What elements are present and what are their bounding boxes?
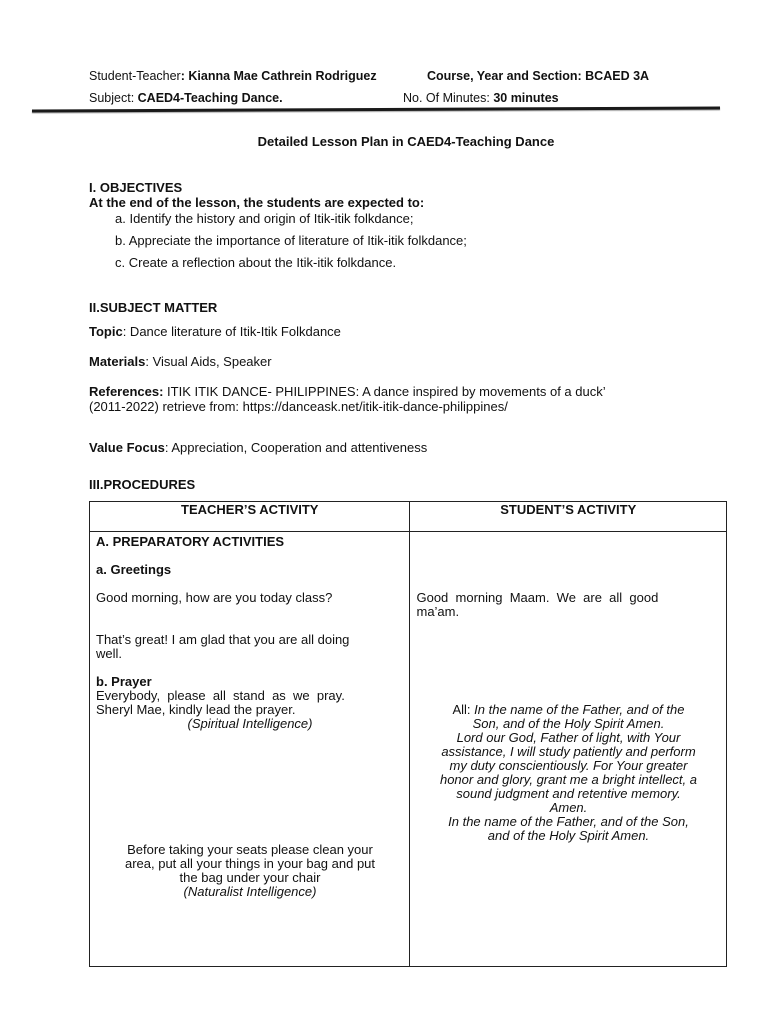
minutes-line (403, 91, 559, 105)
student-prayer-line-1 (410, 702, 726, 717)
teacher-clean-2: area, put all your things in your bag and put (124, 856, 376, 871)
materials-label: Materials (89, 354, 146, 369)
teacher-prayer-1: Everybody, please all stand as we pray. (96, 688, 345, 703)
references-line (89, 384, 606, 399)
student-prayer-line-6: honor and glory, grant me a bright intellect, a (439, 772, 697, 787)
teacher-activity-cell (90, 532, 410, 967)
student-prayer-line-3: Lord our God, Father of light, with Your (456, 730, 681, 745)
teacher-response-2: well. (96, 646, 123, 661)
topic-value: : Dance literature of Itik-Itik Folkdance (122, 324, 341, 339)
student-teacher-line (89, 69, 377, 83)
naturalist-intelligence-note: (Naturalist Intelligence) (183, 884, 317, 899)
table-row (90, 532, 727, 967)
teacher-greeting: Good morning, how are you today class? (96, 590, 333, 605)
student-prayer-line-5: my duty conscientiously. For Your greater (449, 758, 688, 773)
subject-matter-heading: II.SUBJECT MATTER (89, 300, 218, 315)
materials-value: : Visual Aids, Speaker (145, 354, 272, 369)
student-greeting-2: ma’am. (416, 604, 460, 619)
preparatory-activities-heading: A. PREPARATORY ACTIVITIES (96, 534, 285, 549)
objectives-heading: I. OBJECTIVES (89, 180, 183, 195)
references-value-2: (2011-2022) retrieve from: https://danceask.net/itik-itik-dance-philippines/ (89, 399, 508, 414)
value-focus-value: : Appreciation, Cooperation and attentiveness (164, 440, 428, 455)
objectives-intro: At the end of the lesson, the students are expected to: (89, 195, 425, 210)
student-prayer-line-10: and of the Holy Spirit Amen. (487, 828, 650, 843)
subject-label: Subject: (89, 91, 138, 105)
student-teacher-value: : Kianna Mae Cathrein Rodriguez (180, 69, 377, 83)
student-teacher-label: Student-Teacher (89, 69, 181, 83)
teacher-clean-1: Before taking your seats please clean your (127, 842, 373, 857)
header-divider (32, 106, 720, 112)
student-activity-header: STUDENT’S ACTIVITY (410, 502, 727, 532)
subject-value: CAED4-Teaching Dance. (137, 91, 283, 105)
greetings-heading: a. Greetings (96, 562, 172, 577)
objective-item-b: b. Appreciate the importance of literature of Itik-itik folkdance; (115, 233, 467, 248)
procedures-heading: III.PROCEDURES (89, 477, 196, 492)
objective-item-a: a. Identify the history and origin of Itik-itik folkdance; (115, 211, 414, 226)
value-focus-line (89, 440, 427, 455)
table-header-row (90, 502, 727, 532)
student-prayer-line-7: sound judgment and retentive memory. (456, 786, 681, 801)
teacher-activity-header: TEACHER’S ACTIVITY (90, 502, 410, 532)
student-prayer-line-2: Son, and of the Holy Spirit Amen. (472, 716, 665, 731)
procedures-table (89, 501, 727, 967)
value-focus-label: Value Focus (89, 440, 165, 455)
prayer-all-label: All: (452, 702, 475, 717)
spiritual-intelligence-note: (Spiritual Intelligence) (187, 716, 313, 731)
prayer-line-text: In the name of the Father, and of the (474, 702, 685, 717)
student-activity-cell (410, 532, 727, 967)
references-label: References: (89, 384, 164, 399)
student-prayer-line-9: In the name of the Father, and of the Son, (448, 814, 689, 829)
teacher-response-1: That’s great! I am glad that you are all doing (96, 632, 350, 647)
objective-item-c: c. Create a reflection about the Itik-itik folkdance. (115, 255, 397, 270)
prayer-heading: b. Prayer (96, 674, 152, 689)
student-prayer-line-8: Amen. (549, 800, 588, 815)
teacher-prayer-2: Sheryl Mae, kindly lead the prayer. (96, 702, 296, 717)
subject-line (89, 91, 283, 105)
topic-label: Topic (89, 324, 123, 339)
student-greeting-1: Good morning Maam. We are all good (416, 590, 659, 605)
student-prayer-line-4: assistance, I will study patiently and perform (441, 744, 696, 759)
topic-line (89, 324, 341, 339)
materials-line (89, 354, 272, 369)
course-section: Course, Year and Section: BCAED 3A (427, 69, 650, 83)
minutes-label: No. Of Minutes: (403, 91, 494, 105)
teacher-clean-3: the bag under your chair (179, 870, 321, 885)
references-value-1: ITIK ITIK DANCE- PHILIPPINES: A dance inspired by movements of a duck’ (163, 384, 606, 399)
document-title: Detailed Lesson Plan in CAED4-Teaching Dance (257, 134, 555, 149)
minutes-value: 30 minutes (493, 91, 559, 105)
